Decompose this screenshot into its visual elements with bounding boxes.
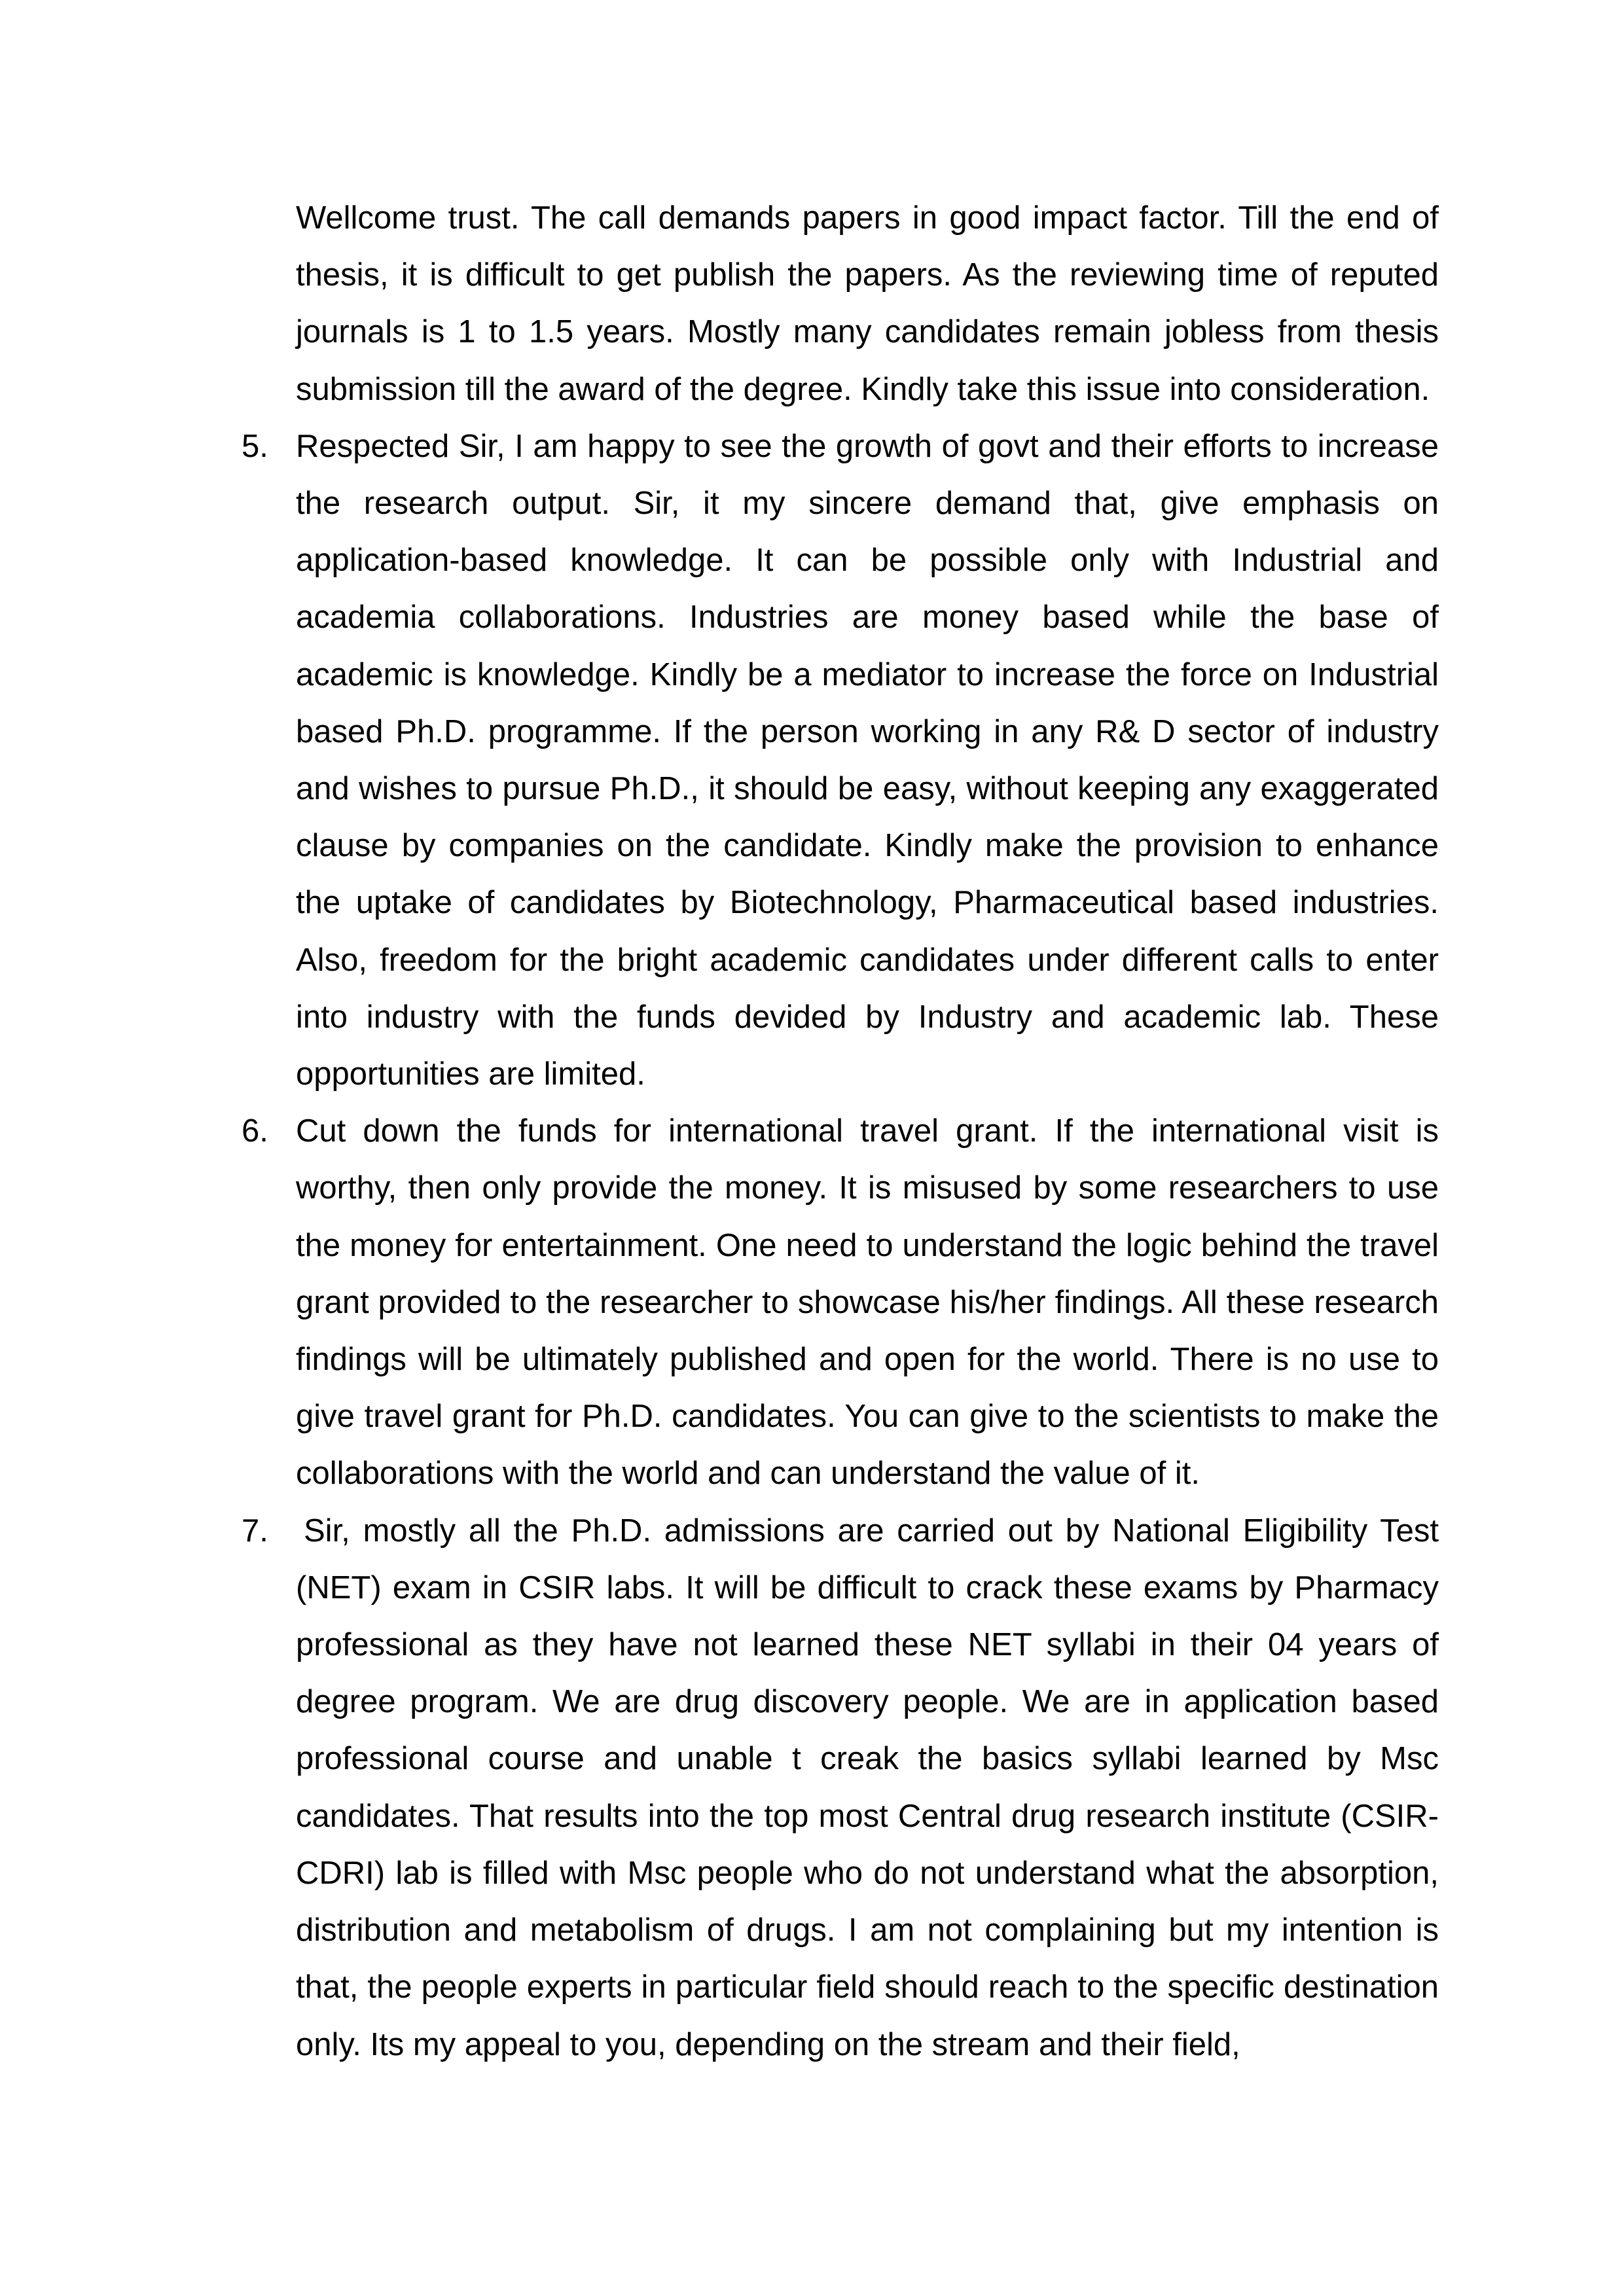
- list-item-7: [242, 1503, 1439, 2073]
- list-item-text: Cut down the funds for international travel grant. If the international visit is worthy, then only provide the money. It is misused by some researchers to use the money for entertainment. One need to understand the logic behind the travel grant provided to the researcher to showcase his/her findings. All these research findings will be ultimately published and open for the world. There is no use to give travel grant for Ph.D. candidates. You can give to the scientists to make the collaborations with the world and can understand the value of it.: [296, 1113, 1439, 1492]
- list-item-text: Respected Sir, I am happy to see the growth of govt and their efforts to increase the research output. Sir, it my sincere demand that, give emphasis on application-based knowledge. It can be possible only with Industrial and academia collaborations. Industries are money based while the base of academic is knowledge. Kindly be a mediator to increase the force on Industrial based Ph.D. programme. If the person working in any R& D sector of industry and wishes to pursue Ph.D., it should be easy, without keeping any exaggerated clause by companies on the candidate. Kindly make the provision to enhance the uptake of candidates by Biotechnology, Pharmaceutical based industries. Also, freedom for the bright academic candidates under different calls to enter into industry with the funds devided by Industry and academic lab. These opportunities are limited.: [296, 428, 1439, 1092]
- numbered-list: [242, 418, 1439, 2073]
- list-item-6: [242, 1103, 1439, 1502]
- list-item-5: [242, 418, 1439, 1103]
- list-number: 5.: [242, 428, 268, 464]
- continuation-paragraph: Wellcome trust. The call demands papers in good impact factor. Till the end of thesis, it is difficult to get publish the papers. As the reviewing time of reputed journals is 1 to 1.5 years. Mostly many candidates remain jobless from thesis submission till the award of the degree. Kindly take this issue into consideration.: [296, 200, 1439, 407]
- list-number: 6.: [242, 1113, 268, 1149]
- document-body: [242, 190, 1439, 2073]
- list-item-text: Sir, mostly all the Ph.D. admissions are carried out by National Eligibility Test (NET) exam in CSIR labs. It will be difficult to crack these exams by Pharmacy professional as they have not learned these NET syllabi in their 04 years of degree program. We are drug discovery people. We are in application based professional course and unable t creak the basics syllabi learned by Msc candidates. That results into the top most Central drug research institute (CSIR-CDRI) lab is filled with Msc people who do not understand what the absorption, distribution and metabolism of drugs. I am not complaining but my intention is that, the people experts in particular field should reach to the specific destination only. Its my appeal to you, depending on the stream and their field,: [296, 1513, 1439, 2062]
- list-number: 7.: [242, 1513, 268, 1549]
